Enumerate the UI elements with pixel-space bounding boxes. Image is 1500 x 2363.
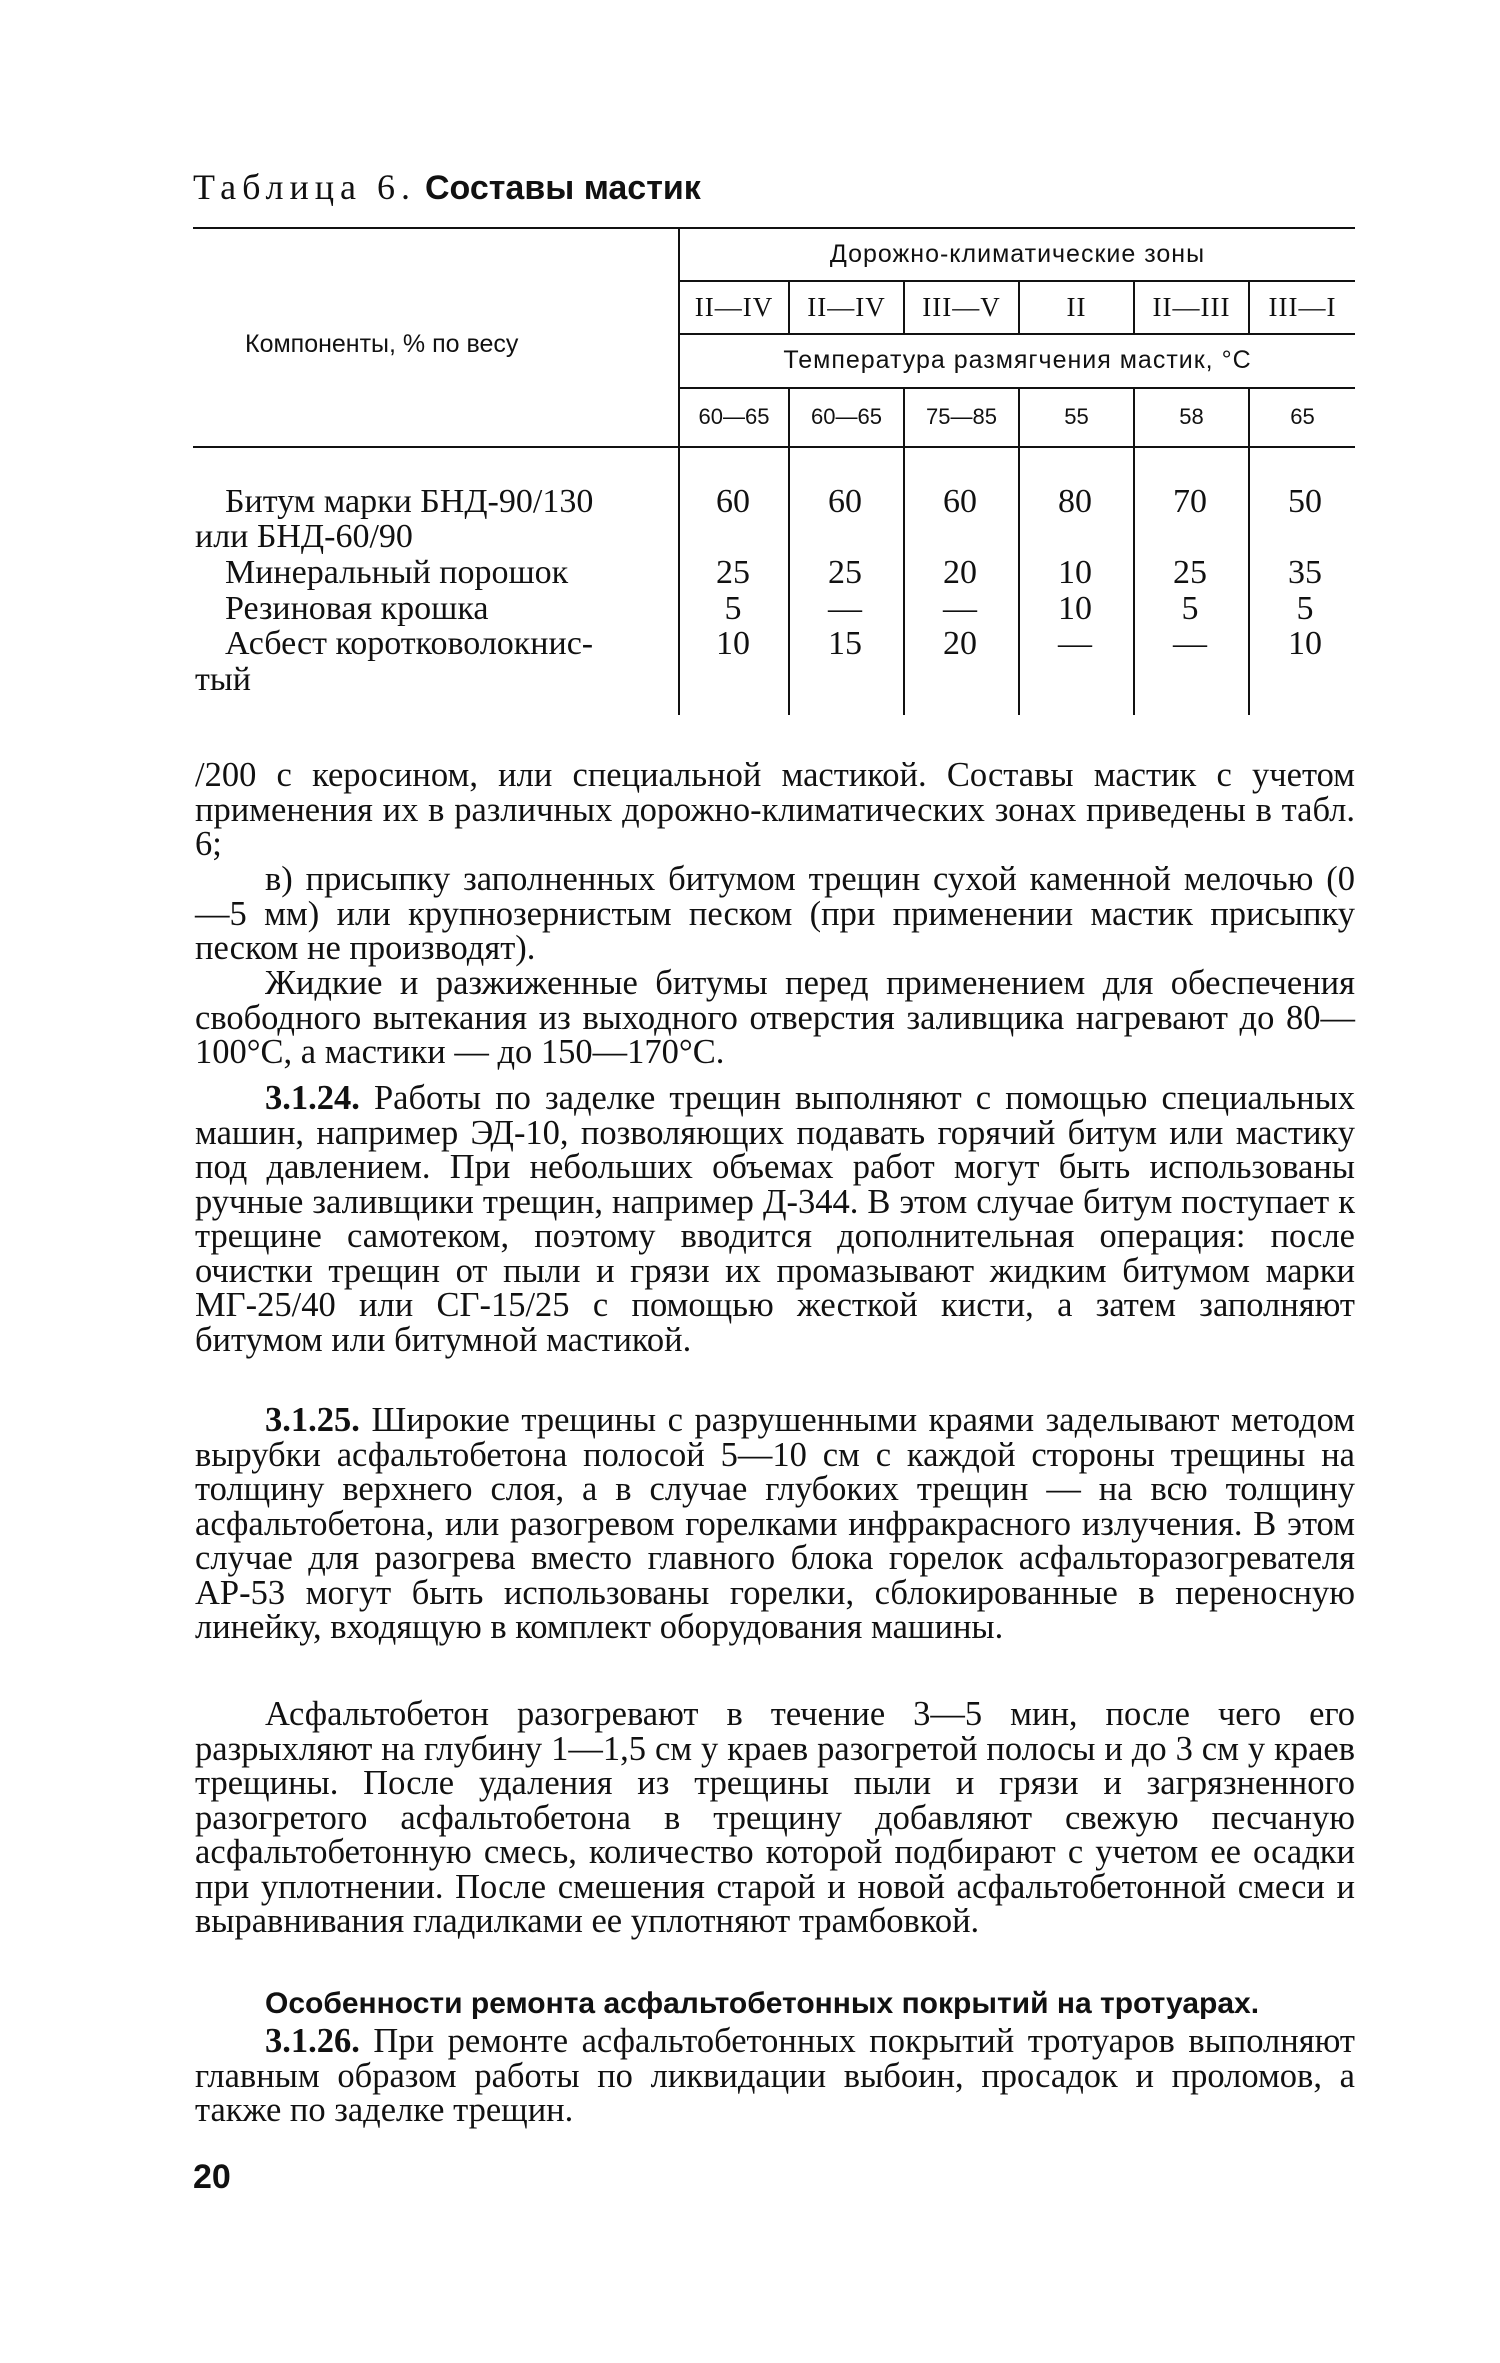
table-cell: 5 (1181, 590, 1199, 627)
table-cell: 10 (716, 625, 750, 662)
paragraph: Асфальтобетон разогревают в течение 3—5 мин, после чего его разрыхляют на глубину 1—1,5 см у краев разогретой полосы и до 3 см у краев трещины. После удаления из трещины пыли и грязи и загрязненного разогретого асфальтобетона в трещину добавляют свежую песчаную асфальтобетонную смесь, количество которой подбирают с учетом ее осадки при уплотнении. После смешения старой и новой асфальтобетонной смеси и выравнивания гладилками ее уплотняют трамбовкой. (195, 1695, 1355, 1940)
paragraph-3-1-25 (195, 1403, 1355, 1645)
row-label: Битум марки БНД-90/130 (225, 483, 594, 520)
temp-cell: 75—85 (926, 404, 997, 429)
zones-header: Дорожно-климатические зоны (829, 240, 1206, 268)
table-cell: 15 (828, 625, 862, 662)
row-label: Резиновая крошка (225, 590, 489, 627)
table-caption-label: Таблица 6. (193, 167, 416, 207)
clause-number: 3.1.25. (265, 1401, 360, 1439)
table-cell: — (828, 590, 862, 627)
table-cell: 60 (716, 483, 750, 520)
table-cell: 20 (943, 554, 977, 591)
table-cell: 60 (828, 483, 862, 520)
table-top-rule (193, 227, 1355, 229)
table-cell: 50 (1288, 483, 1322, 520)
temp-cell: 58 (1179, 404, 1204, 429)
section-heading: Особенности ремонта асфальтобетонных покрытий на тротуарах. (265, 1987, 1260, 2020)
zone-cell: II—IV (807, 292, 886, 322)
table-cell: 70 (1173, 483, 1207, 520)
table-cell: 10 (1058, 554, 1092, 591)
table-vline (1248, 387, 1250, 715)
table-caption-title: Составы мастик (424, 169, 701, 207)
temp-cell: 65 (1290, 404, 1315, 429)
row-label: Асбест коротковолокнис- (225, 625, 594, 662)
table-cell: 35 (1288, 554, 1322, 591)
table-caption (193, 166, 701, 208)
zone-cell: III—I (1268, 292, 1337, 322)
table-vline (903, 387, 905, 715)
table-cell: 20 (943, 625, 977, 662)
table-zone-values-rule (680, 333, 1355, 335)
paragraph: в) присыпку заполненных битумом трещин сухой каменной мелочью (0—5 мм) или крупнозернистым песком (при применении мастик присыпку песком не производят). (195, 860, 1355, 967)
temp-cell: 60—65 (811, 404, 882, 429)
paragraph-3-1-24 (195, 1081, 1355, 1357)
row-label: Минеральный порошок (225, 554, 569, 591)
temp-cell: 60—65 (698, 404, 770, 429)
table-cell: 10 (1058, 590, 1092, 627)
temp-header: Температура размягчения мастик, °C (783, 346, 1252, 374)
table-cell: 5 (1296, 590, 1314, 627)
clause-text: Широкие трещины с разрушенными краями заделывают методом вырубки асфальтобетона полосой 5—10 см с каждой стороны трещины на толщину верхнего слоя, а в случае глубоких трещин — на всю толщину асфальтобетона, или разогревом горелками инфракрасного излучения. В этом случае для разогрева вместо главного блока горелок асфальторазогревателя АР-53 могут быть использованы горелки, сблокированные в переносную линейку, входящую в комплект оборудования машины. (195, 1401, 1355, 1646)
zone-cell: II—IV (694, 292, 774, 322)
row-label-continued: или БНД-60/90 (195, 518, 413, 555)
paragraph: Жидкие и разжиженные битумы перед применением для обеспечения свободного вытекания из выходного отверстия заливщика нагревают до 80—100°С, а мастики — до 150—170°С. (195, 964, 1355, 1071)
table-vline (1133, 387, 1135, 715)
table-cell: 25 (1173, 554, 1207, 591)
table-header-bottom-rule (193, 446, 1355, 448)
zone-cell: II—III (1152, 292, 1231, 322)
zone-cell: III—V (922, 292, 1001, 322)
paragraph-3-1-26 (195, 2024, 1355, 2128)
table-cell: 25 (716, 554, 750, 591)
zone-cell: II (1066, 292, 1087, 322)
table-cell: — (943, 590, 977, 627)
table-vline (788, 387, 790, 715)
clause-number: 3.1.24. (265, 1079, 360, 1117)
table-cell: 60 (943, 483, 977, 520)
table-cell: — (1058, 625, 1092, 662)
clause-text: При ремонте асфальтобетонных покрытий тротуаров выполняют главным образом работы по ликвидации выбоин, просадок и проломов, а также по заделке трещин. (195, 2022, 1355, 2129)
component-header: Компоненты, % по весу (245, 330, 519, 358)
clause-number: 3.1.26. (265, 2022, 360, 2060)
table-vline (1018, 387, 1020, 715)
page-number: 20 (193, 2158, 231, 2196)
paragraph: /200 с керосином, или специальной мастикой. Составы мастик с учетом применения их в различных дорожно-климатических зонах приведены в табл. 6; (195, 756, 1355, 863)
table-cell: 10 (1288, 625, 1322, 662)
table-cell: 25 (828, 554, 862, 591)
table-cell: — (1173, 625, 1207, 662)
row-label-continued: тый (195, 661, 251, 698)
table-cell: 80 (1058, 483, 1092, 520)
table-cell: 5 (724, 590, 742, 627)
temp-cell: 55 (1064, 404, 1089, 429)
clause-text: Работы по заделке трещин выполняют с помощью специальных машин, например ЭД-10, позволяющих подавать горячий битум или мастику под давлением. При небольших объемах работ могут быть использованы ручные заливщики трещин, например Д-344. В этом случае битум поступает к трещине самотеком, поэтому вводится дополнительная операция: после очистки трещин от пыли и грязи их промазывают жидким битумом марки МГ-25/40 или СГ-15/25 с помощью жесткой кисти, а затем заполняют битумом или битумной мастикой. (195, 1079, 1355, 1359)
